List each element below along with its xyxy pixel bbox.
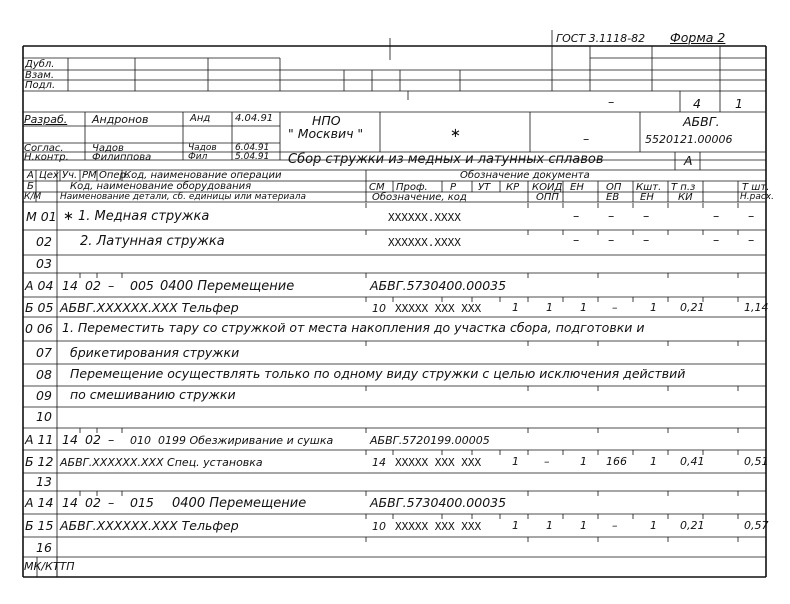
col-equipment: Код, наименование оборудования: [70, 181, 252, 192]
row-text: Перемещение осуществлять только по одному виду стружки с целью исключения действий: [70, 366, 686, 381]
row-val: 1: [580, 455, 587, 468]
row-op: 010: [130, 434, 151, 447]
row-text: 0400 Перемещение: [172, 496, 307, 511]
row-rm: –: [108, 432, 115, 447]
row-val: 0,57: [744, 519, 769, 532]
col-ceh: Цех: [39, 170, 59, 181]
razrab-label: Разраб.: [24, 113, 68, 126]
sheets-count: 1: [735, 96, 743, 111]
form-label: Форма 2: [670, 30, 726, 45]
col-kvt: Кшт.: [636, 182, 662, 193]
org-line2: " Москвич ": [288, 126, 364, 141]
row-val: 1: [546, 519, 553, 532]
row-val: –: [612, 519, 618, 532]
row-ceh: 14: [62, 432, 78, 447]
row-val: 1: [650, 301, 657, 314]
col-b: Б: [27, 181, 34, 192]
row-code: XXXXX XXX XXX: [395, 302, 482, 315]
col-r: Р: [450, 182, 457, 193]
row-number: Б 12: [25, 454, 54, 469]
row-text: 2. Латунная стружка: [80, 234, 225, 249]
row-val: 0,51: [744, 455, 769, 468]
col-opp: ОПП: [536, 192, 559, 203]
col-operation: Код, наименование операции: [124, 170, 282, 181]
row-val: –: [608, 232, 615, 247]
row-val: –: [643, 232, 650, 247]
col-tsht: Т шт.: [742, 182, 770, 193]
nkontr-label: Н.контр.: [24, 152, 69, 163]
row-rm: –: [108, 495, 115, 510]
standard-label: ГОСТ 3.1118-82: [556, 32, 646, 45]
row-uch: 02: [85, 278, 101, 293]
row-number: 09: [36, 388, 52, 403]
row-code: АБВГ.5730400.00035: [370, 278, 507, 293]
row-val: –: [748, 208, 755, 223]
row-text: АБВГ.XXXXXX.XXX Тельфер: [60, 518, 239, 533]
row-code: АБВГ.5730400.00035: [370, 495, 507, 510]
row-number: 03: [36, 256, 52, 271]
row-val: –: [612, 301, 618, 314]
row-number: 07: [36, 345, 52, 360]
row-number: М 01: [26, 209, 57, 224]
col-rm: РМ: [82, 170, 97, 181]
row-number: 16: [36, 540, 52, 555]
col-op: ОП: [606, 182, 622, 193]
row-val: –: [713, 232, 720, 247]
row-op: 015: [130, 495, 154, 510]
row-val: 1: [512, 301, 519, 314]
header-dash: –: [608, 94, 615, 109]
form-code: МК/КТТП: [24, 560, 75, 573]
row-code: XXXXX XXX XXX: [395, 456, 482, 469]
doc-title: Сбор стружки из медных и латунных сплавов: [288, 152, 604, 167]
col-ev: ЕВ: [606, 192, 620, 203]
row-sm: 14: [372, 456, 386, 469]
row-text: брикетирования стружки: [70, 345, 240, 360]
row-number: А 04: [25, 278, 54, 293]
row-code: XXXXX XXX XXX: [395, 520, 482, 533]
col-doc: Обозначение документа: [460, 170, 590, 181]
vzam-label: Взам.: [25, 70, 55, 81]
row-text: 0400 Перемещение: [160, 279, 295, 294]
row-number: 13: [36, 474, 52, 489]
razrab-date: 4.04.91: [235, 113, 274, 124]
row-val: –: [544, 455, 550, 468]
razrab-signature: Анд: [190, 113, 211, 124]
row-val: 166: [606, 455, 627, 468]
row-text: 1. Переместить тару со стружкой от места накопления до участка сбора, подготовки и: [62, 320, 645, 335]
row-number: Б 05: [25, 300, 54, 315]
row-val: 1: [650, 455, 657, 468]
col-koid: КОИД: [532, 182, 563, 193]
row-number: 08: [36, 367, 52, 382]
doc-code-1: АБВГ.: [683, 114, 720, 129]
row-val: 1: [580, 519, 587, 532]
org-line1: НПО: [312, 113, 341, 128]
nkontr-signature: Фил: [188, 152, 208, 162]
soglas-label: Соглас.: [24, 143, 64, 154]
col-en2: ЕН: [640, 192, 654, 203]
row-text: АБВГ.XXXXXX.XXX Тельфер: [60, 300, 239, 315]
col-a: А: [27, 170, 34, 181]
row-number: А 11: [25, 432, 54, 447]
row-val: 1: [546, 301, 553, 314]
litera: А: [684, 153, 693, 168]
row-sm: 10: [372, 520, 386, 533]
col-km: К/М: [24, 192, 42, 202]
row-val: 0,21: [680, 301, 705, 314]
dubl-label: Дубл.: [25, 59, 55, 70]
row-val: 1: [512, 519, 519, 532]
row-ceh: 14: [62, 278, 78, 293]
row-val: 0,21: [680, 519, 705, 532]
row-val: –: [713, 208, 720, 223]
row-text: 0199 Обезжиривание и сушка: [158, 434, 334, 447]
col-oper: Опер.: [99, 170, 130, 181]
row-ceh: 14: [62, 495, 78, 510]
row-val: –: [748, 232, 755, 247]
row-val: 1: [512, 455, 519, 468]
row-val: 0,41: [680, 455, 705, 468]
row-number: 10: [36, 409, 52, 424]
row-op: 005: [130, 278, 154, 293]
row-number: А 14: [25, 495, 54, 510]
row-val: –: [608, 208, 615, 223]
row-text: по смешиванию стружки: [70, 387, 236, 402]
row-uch: 02: [85, 432, 101, 447]
star-mark: ∗: [450, 126, 461, 141]
soglas-name: Чадов: [92, 143, 124, 154]
col-kr: КР: [506, 182, 520, 193]
soglas-signature: Чадов: [188, 143, 217, 153]
row-number: 02: [36, 234, 52, 249]
col-ut: УТ: [478, 182, 491, 193]
col-ki: КИ: [678, 192, 693, 203]
row-text: АБВГ.XXXXXX.XXX Спец. установка: [60, 456, 263, 469]
col-code: Обозначение, код: [372, 192, 467, 203]
col-tpz: Т п.з: [671, 182, 696, 193]
row-val: –: [573, 208, 580, 223]
col-detail: Наименование детали, сб. единицы или материала: [60, 192, 307, 202]
nkontr-name: Филиппова: [92, 152, 152, 163]
col-prof: Проф.: [396, 182, 428, 193]
sheet-number: 4: [693, 96, 701, 111]
row-sm: 10: [372, 302, 386, 315]
row-val: 1: [580, 301, 587, 314]
doc-dash: –: [583, 131, 590, 146]
row-code: XXXXXX.XXXX: [388, 211, 461, 224]
col-uch: Уч.: [62, 170, 78, 181]
col-sm: СМ: [369, 182, 385, 193]
col-nrash: Н.расх.: [740, 192, 774, 202]
doc-code-2: 5520121.00006: [645, 133, 733, 146]
row-val: 1: [650, 519, 657, 532]
row-code: XXXXXX.XXXX: [388, 236, 461, 249]
row-rm: –: [108, 278, 115, 293]
podl-label: Подл.: [25, 80, 56, 91]
row-uch: 02: [85, 495, 101, 510]
row-code: АБВГ.5720199.00005: [370, 434, 490, 447]
row-number: Б 15: [25, 518, 54, 533]
row-val: –: [573, 232, 580, 247]
row-number: 0 06: [25, 321, 53, 336]
nkontr-date: 5.04.91: [235, 152, 270, 162]
col-en: ЕН: [570, 182, 584, 193]
row-val: 1,14: [744, 301, 769, 314]
row-text: ∗ 1. Медная стружка: [63, 209, 210, 224]
razrab-name: Андронов: [92, 113, 149, 126]
soglas-date: 6.04.91: [235, 143, 270, 153]
row-val: –: [643, 208, 650, 223]
